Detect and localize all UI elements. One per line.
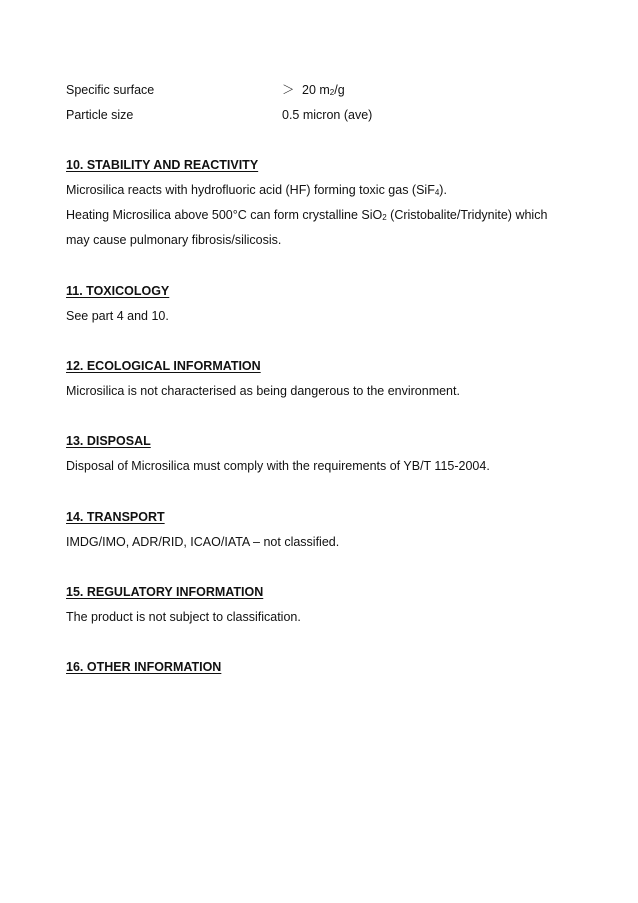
greater-than-symbol: ＞ bbox=[282, 83, 295, 97]
particle-size-label: Particle size bbox=[66, 108, 134, 122]
section-10-line-2-end: (Cristobalite/Tridynite) which bbox=[386, 208, 548, 222]
particle-size-value: 0.5 micron (ave) bbox=[282, 108, 373, 122]
specific-surface-label: Specific surface bbox=[66, 83, 155, 97]
section-15-heading: 15. REGULATORY INFORMATION bbox=[66, 585, 264, 599]
specific-surface-number: 20 m bbox=[302, 83, 330, 97]
specific-surface-subscript: 2 bbox=[329, 88, 335, 97]
section-14-body: IMDG/IMO, ADR/RID, ICAO/IATA – not classified. bbox=[66, 535, 340, 549]
section-12-heading: 12. ECOLOGICAL INFORMATION bbox=[66, 359, 261, 373]
section-10-line-1 bbox=[66, 182, 447, 201]
section-10-line-1-subscript: 4 bbox=[434, 188, 440, 197]
section-15-body: The product is not subject to classification. bbox=[66, 610, 301, 624]
section-10-line-3: may cause pulmonary fibrosis/silicosis. bbox=[66, 233, 282, 247]
section-12-body: Microsilica is not characterised as being dangerous to the environment. bbox=[66, 384, 460, 398]
section-14-heading: 14. TRANSPORT bbox=[66, 510, 165, 524]
specific-surface-value bbox=[282, 82, 345, 101]
section-11-body: See part 4 and 10. bbox=[66, 309, 169, 323]
section-10-heading: 10. STABILITY AND REACTIVITY bbox=[66, 158, 259, 172]
specific-surface-unit-suffix: /g bbox=[334, 83, 345, 97]
section-16-heading: 16. OTHER INFORMATION bbox=[66, 660, 222, 674]
section-13-body: Disposal of Microsilica must comply with the requirements of YB/T 115-2004. bbox=[66, 459, 490, 473]
section-10-line-2 bbox=[66, 207, 547, 226]
section-13-heading: 13. DISPOSAL bbox=[66, 434, 151, 448]
section-10-line-2-subscript: 2 bbox=[382, 213, 387, 222]
section-10-line-1-end: ). bbox=[439, 183, 447, 197]
section-11-heading: 11. TOXICOLOGY bbox=[66, 284, 170, 298]
section-10-line-2-text: Heating Microsilica above 500°C can form crystalline SiO bbox=[66, 208, 383, 222]
section-10-line-1-text: Microsilica reacts with hydrofluoric acid (HF) forming toxic gas (SiF bbox=[66, 183, 435, 197]
